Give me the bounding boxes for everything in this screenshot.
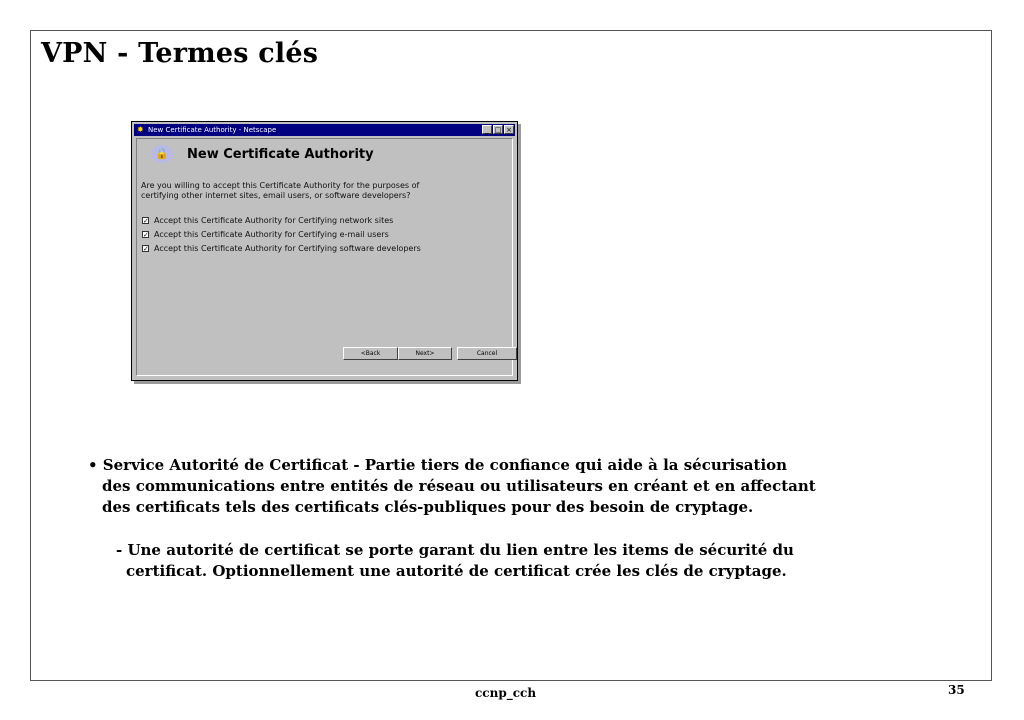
maximize-button[interactable]: □ — [494, 126, 502, 134]
dialog-content — [136, 138, 513, 376]
sub-line-1: - Une autorité de certificat se porte garant du lien entre les items de sécurité du — [116, 541, 794, 559]
question-line-2: certifying other internet sites, email users, or software developers? — [141, 191, 411, 200]
checkbox-label: Accept this Certificate Authority for Certifying software developers — [154, 243, 421, 253]
dialog-button-row — [343, 347, 517, 360]
dialog-titlebar — [134, 124, 515, 136]
checkbox-row-email-users[interactable] — [142, 227, 421, 241]
back-button[interactable]: <Back — [343, 347, 398, 360]
minimize-button[interactable]: _ — [482, 125, 492, 134]
checkbox-row-network-sites[interactable] — [142, 213, 421, 227]
checkbox-software-developers[interactable]: ✓ — [143, 244, 149, 253]
next-button[interactable]: Next> — [398, 347, 452, 360]
checkbox-label: Accept this Certificate Authority for Certifying network sites — [154, 215, 394, 225]
checkbox-list — [142, 213, 421, 255]
dialog-heading: New Certificate Authority — [187, 147, 374, 162]
dialog-window-title: New Certificate Authority - Netscape — [148, 126, 277, 134]
page-number: 35 — [948, 683, 965, 697]
checkbox-row-software-developers[interactable] — [142, 241, 421, 255]
netscape-icon: ✸ — [137, 125, 144, 134]
certificate-dialog-screenshot — [131, 121, 518, 381]
checkbox-email-users[interactable]: ✓ — [143, 230, 149, 239]
sub-bullet — [116, 540, 794, 582]
cancel-button[interactable]: Cancel — [457, 347, 517, 360]
bullet-line-2: des communications entre entités de réseau ou utilisateurs en créant et en affectant — [102, 477, 816, 495]
main-bullet — [88, 455, 816, 518]
dialog-question — [141, 181, 501, 201]
footer-text: ccnp_cch — [475, 686, 537, 700]
padlock-icon: 🔒 — [151, 145, 173, 163]
checkbox-label: Accept this Certificate Authority for Certifying e-mail users — [154, 229, 389, 239]
slide-title: VPN - Termes clés — [41, 38, 319, 69]
bullet-line-3: des certificats tels des certificats clés-publiques pour des besoin de cryptage. — [102, 498, 754, 516]
sub-line-2: certificat. Optionnellement une autorité de certificat crée les clés de cryptage. — [126, 562, 787, 580]
checkbox-network-sites[interactable]: ✓ — [143, 216, 149, 225]
bullet-line-1: • Service Autorité de Certificat - Partie tiers de confiance qui aide à la sécurisation — [88, 456, 788, 474]
window-controls — [482, 125, 514, 134]
question-line-1: Are you willing to accept this Certificate Authority for the purposes of — [141, 181, 420, 190]
close-button[interactable]: × — [504, 125, 514, 134]
